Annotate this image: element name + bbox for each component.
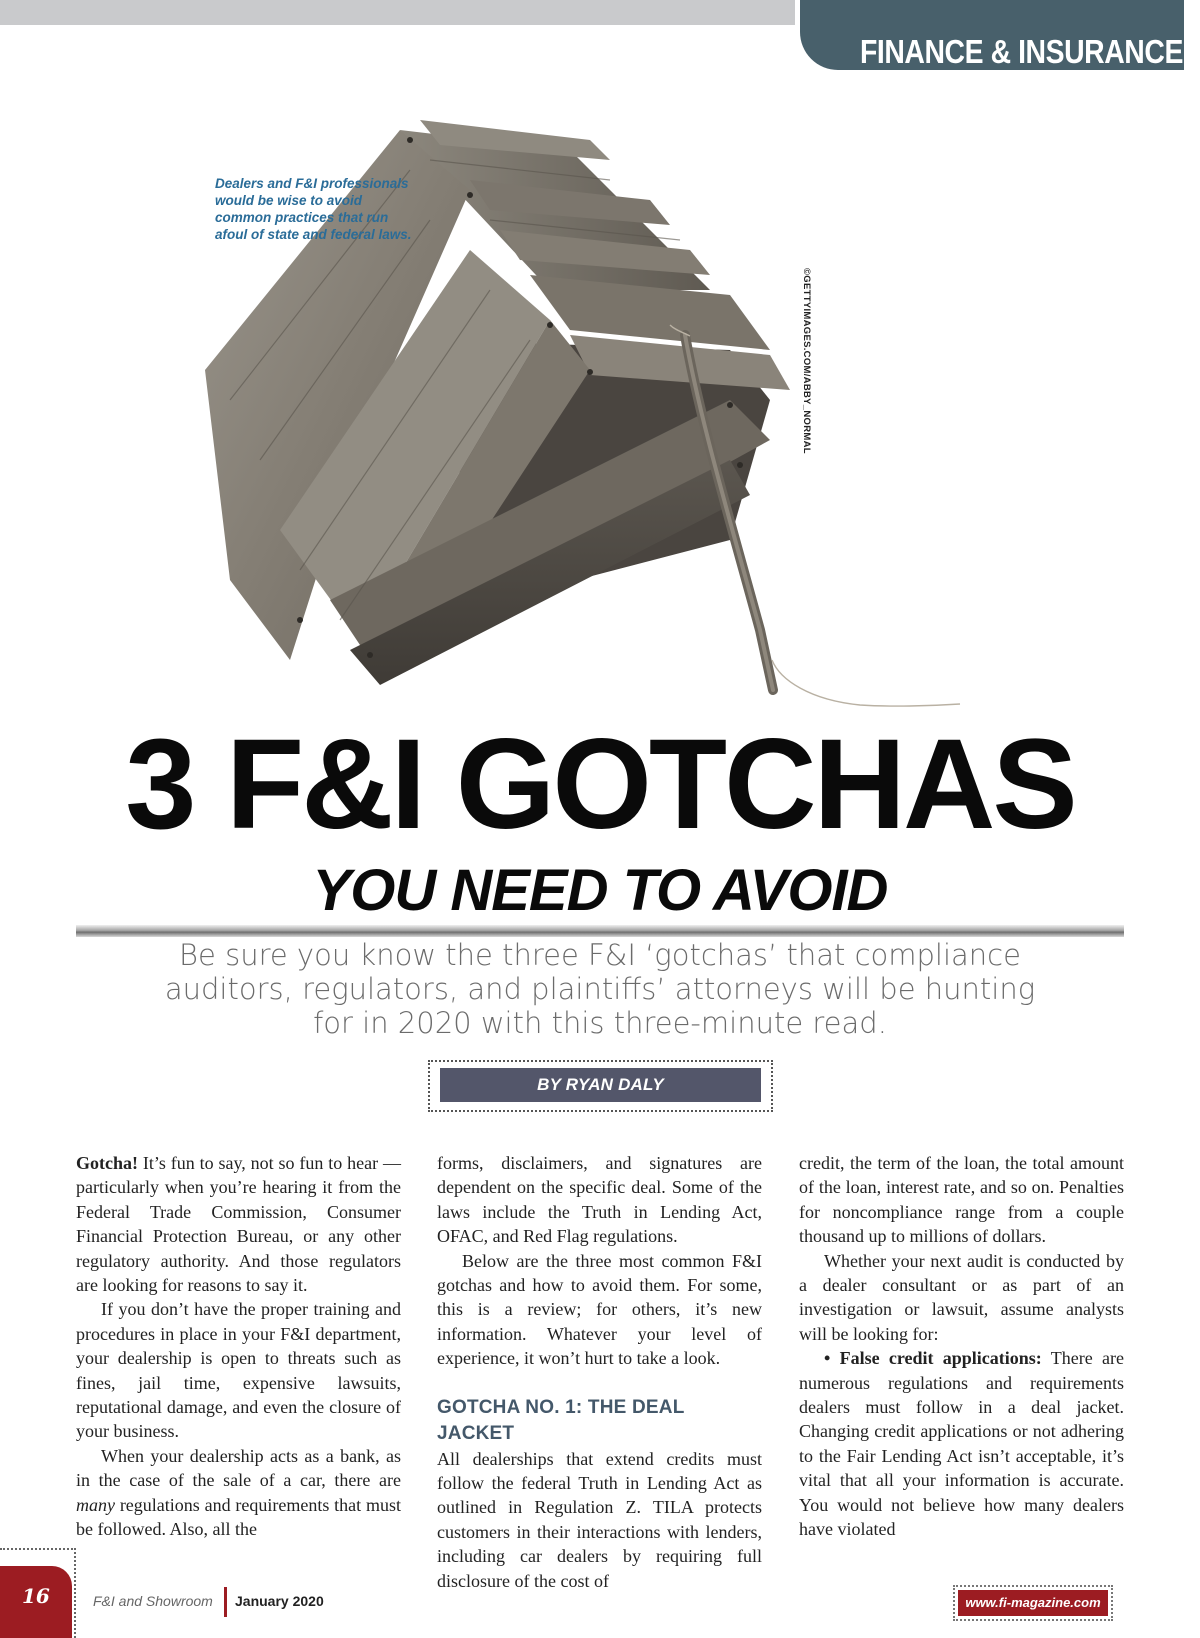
emphasis-text: many [76,1494,115,1515]
photo-caption: Dealers and F&I professionals would be wise to avoid common practices that run afoul of state and federal laws. [215,176,412,242]
issue-date: January 2020 [235,1593,324,1609]
top-gray-bar [0,0,795,25]
body-column-1 [76,1151,401,1542]
page-number-tab [0,1566,72,1638]
bullet-item [799,1346,1124,1541]
subhead: YOU NEED TO AVOID [312,858,888,923]
body-column-3 [799,1151,1124,1542]
section-heading: GOTCHA NO. 1: THE DEAL JACKET [437,1396,685,1444]
body-paragraph: forms, disclaimers, and signatures are dependent on the specific deal. Some of the laws include the Truth in Lending Act, OFAC, and Red Flag regulations. [437,1153,762,1247]
body-paragraph: Below are the three most common F&I gotchas and how to avoid them. For some, this is a review; for others, it’s new information. Whatever your level of experience, it won’t hurt to take a look. [437,1250,762,1369]
bullet-lead: • False credit applications: [824,1348,1042,1369]
body-paragraph [76,1151,401,1297]
body-text: regulations and requirements that must be followed. Also, all the [76,1494,401,1540]
lead-word: Gotcha! [76,1153,138,1173]
body-column-2 [437,1151,762,1593]
body-text: There are numerous regulations and requirements dealers must follow in a deal jacket. Changing credit applications or not adhering to the Fair Lending Act isn’t acceptable, it’s vital that all your information is accurate. You would not believe how many dealers have violated [799,1348,1124,1540]
footer-dotted-line [0,1548,76,1550]
byline-box [428,1060,773,1112]
headline: 3 F&I GOTCHAS [125,713,1075,856]
body-paragraph: credit, the term of the loan, the total amount of the loan, interest rate, and so on. Penalties for noncompliance range from a couple thousand up to millions of dollars. [799,1153,1124,1247]
body-paragraph: If you don’t have the proper training and procedures in place in your F&I department, your dealership is open to threats such as fines, jail time, expensive lawsuits, reputational damage, and even the closure of your business. [76,1299,401,1442]
photo-credit: ©GETTYIMAGES.COM/ABBY_NORMAL [801,268,812,454]
footer-dotted-line [74,1548,76,1638]
body-text: It’s fun to say, not so fun to hear — particularly when you’re hearing it from the Federal Trade Commission, Consumer Financial Protection Bureau, or any other regulatory authority. And those regulators are looking for reasons to say it. [76,1153,401,1296]
body-paragraph: Whether your next audit is conducted by a dealer consultant or as part of an investigation or lawsuit, assume analysts will be looking for: [799,1250,1124,1344]
publication-name: F&I and Showroom [93,1593,213,1609]
website-box [953,1585,1113,1621]
page-number: 16 [22,1584,50,1608]
section-label: FINANCE & INSURANCE [860,33,1183,70]
divider-rule [76,925,1124,937]
website-link[interactable]: www.fi-magazine.com [958,1590,1108,1616]
byline: BY RYAN DALY [440,1068,761,1102]
deck: Be sure you know the three F&I ‘gotchas’ that compliance auditors, regulators, and plaintiffs’ attorneys will be hunting for in 2020 with this three-minute read. [164,938,1036,1040]
body-text: When your dealership acts as a bank, as in the case of the sale of a car, there are [76,1445,401,1491]
body-paragraph: All dealerships that extend credits must follow the federal Truth in Lending Act as outlined in Regulation Z. TILA protects customers in their interactions with lenders, including car dealers by requiring full disclosure of the cost of [437,1448,762,1591]
section-tab [800,0,1184,70]
body-paragraph [76,1444,401,1542]
footer-separator [224,1587,227,1617]
